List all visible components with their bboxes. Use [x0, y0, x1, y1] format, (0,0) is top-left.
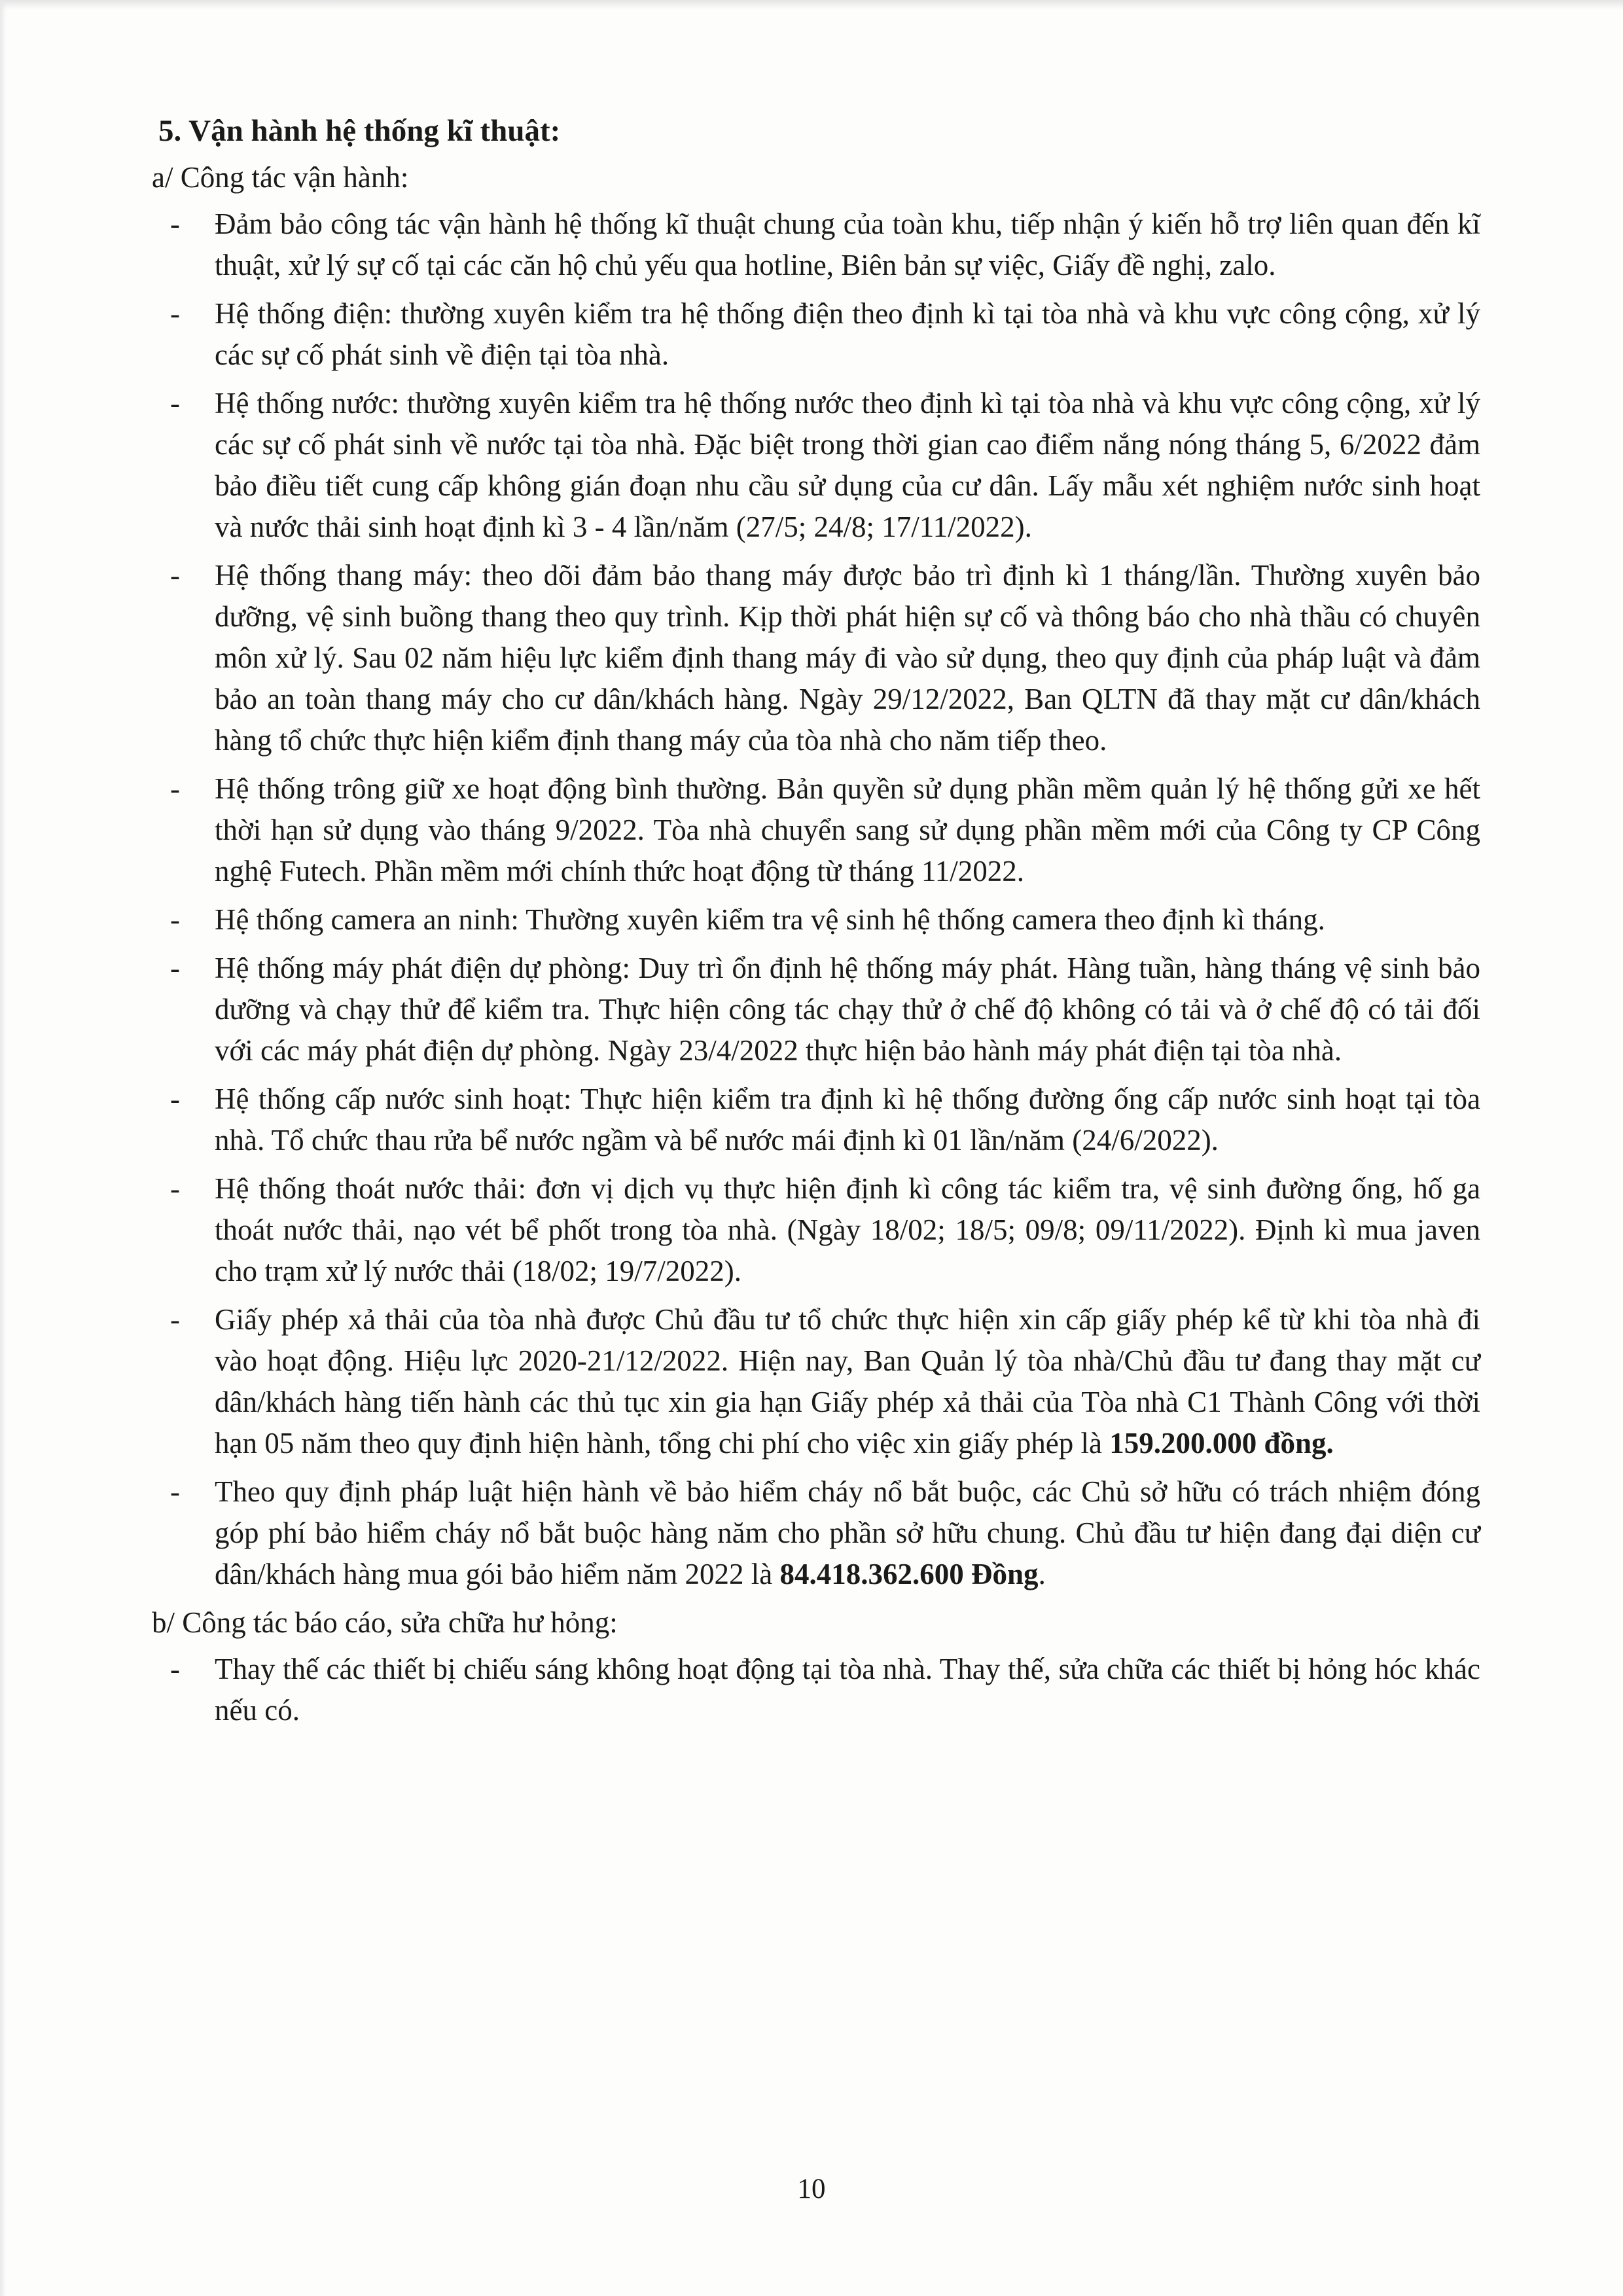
list-item-text: Hệ thống nước: thường xuyên kiểm tra hệ thống nước theo định kì tại tòa nhà và khu vực công cộng, xử lý các sự cố phát sinh về nước tại tòa nhà. Đặc biệt trong thời gian cao điểm nắng nóng tháng 5, 6/2022 đảm bảo điều tiết cung cấp không gián đoạn nhu cầu sử dụng của cư dân. Lấy mẫu xét nghiệm nước sinh hoạt và nước thải sinh hoạt định kì 3 - 4 lần/năm (27/5; 24/8; 17/11/2022).	[215, 387, 1480, 543]
permit-text: Giấy phép xả thải của tòa nhà được Chủ đầu tư tổ chức thực hiện xin cấp giấy phép kể từ khi tòa nhà đi vào hoạt động. Hiệu lực 2020-21/12/2022. Hiện nay, Ban Quản lý tòa nhà/Chủ đầu tư đang thay mặt cư dân/khách hàng tiến hành các thủ tục xin gia hạn Giấy phép xả thải của Tòa nhà C1 Thành Công với thời hạn 05 năm theo quy định hiện hành, tổng chi phí cho việc xin giấy phép là	[215, 1303, 1480, 1460]
list-item	[152, 899, 1480, 941]
list-item-text: Hệ thống thang máy: theo dõi đảm bảo thang máy được bảo trì định kì 1 tháng/lần. Thường xuyên bảo dưỡng, vệ sinh buồng thang theo quy trình. Kịp thời phát hiện sự cố và thông báo cho nhà thầu có chuyên môn xử lý. Sau 02 năm hiệu lực kiểm định thang máy đi vào sử dụng, theo quy định của pháp luật và đảm bảo an toàn thang máy cho cư dân/khách hàng. Ngày 29/12/2022, Ban QLTN đã thay mặt cư dân/khách hàng tổ chức thực hiện kiểm định thang máy của tòa nhà cho năm tiếp theo.	[215, 559, 1480, 757]
list-item-permit	[152, 1299, 1480, 1464]
list-dash: -	[170, 952, 180, 984]
list-dash: -	[170, 1172, 180, 1205]
list-item	[152, 383, 1480, 548]
scan-edge-left	[0, 0, 7, 2296]
list-item-text: Hệ thống thoát nước thải: đơn vị dịch vụ thực hiện định kì công tác kiểm tra, vệ sinh đường ống, hố ga thoát nước thải, nạo vét bể phốt trong tòa nhà. (Ngày 18/02; 18/5; 09/8; 09/11/2022). Định kì mua javen cho trạm xử lý nước thải (18/02; 19/7/2022).	[215, 1172, 1480, 1287]
list-item	[152, 293, 1480, 376]
list-dash: -	[170, 1475, 180, 1508]
document-body	[152, 110, 1480, 1738]
list-item	[152, 204, 1480, 286]
list-item-text: Hệ thống camera an ninh: Thường xuyên kiểm tra vệ sinh hệ thống camera theo định kì tháng.	[215, 903, 1325, 936]
insurance-tail: .	[1038, 1558, 1046, 1590]
list-item-text: Hệ thống máy phát điện dự phòng: Duy trì ổn định hệ thống máy phát. Hàng tuần, hàng tháng vệ sinh bảo dưỡng và chạy thử để kiểm tra. Thực hiện công tác chạy thử ở chế độ không có tải và ở chế độ có tải đối với các máy phát điện dự phòng. Ngày 23/4/2022 thực hiện bảo hành máy phát điện tại tòa nhà.	[215, 952, 1480, 1067]
list-item	[152, 768, 1480, 892]
list-dash: -	[170, 772, 180, 805]
scan-edge-top	[0, 0, 1623, 9]
list-dash: -	[170, 903, 180, 936]
list-dash: -	[170, 1653, 180, 1685]
part-a-heading: a/ Công tác vận hành:	[152, 161, 409, 194]
list-dash: -	[170, 207, 180, 240]
list-item-text: Thay thế các thiết bị chiếu sáng không hoạt động tại tòa nhà. Thay thế, sửa chữa các thiết bị hỏng hóc khác nếu có.	[215, 1653, 1480, 1727]
list-item	[152, 555, 1480, 761]
list-item	[152, 1649, 1480, 1731]
list-item-text: Đảm bảo công tác vận hành hệ thống kĩ thuật chung của toàn khu, tiếp nhận ý kiến hỗ trợ liên quan đến kĩ thuật, xử lý sự cố tại các căn hộ chủ yếu qua hotline, Biên bản sự việc, Giấy đề nghị, zalo.	[215, 207, 1480, 281]
list-dash: -	[170, 559, 180, 592]
section-title: 5. Vận hành hệ thống kĩ thuật:	[158, 114, 561, 148]
list-dash: -	[170, 297, 180, 330]
page-number: 10	[797, 2174, 826, 2204]
part-b-heading: b/ Công tác báo cáo, sửa chữa hư hỏng:	[152, 1606, 618, 1639]
permit-amount: 159.200.000 đồng.	[1109, 1427, 1334, 1460]
list-dash: -	[170, 387, 180, 420]
list-item-insurance	[152, 1471, 1480, 1595]
list-dash: -	[170, 1303, 180, 1336]
insurance-amount: 84.418.362.600 Đồng	[779, 1558, 1039, 1590]
list-item	[152, 948, 1480, 1071]
list-item	[152, 1079, 1480, 1161]
list-item	[152, 1168, 1480, 1292]
insurance-text: Theo quy định pháp luật hiện hành về bảo hiểm cháy nổ bắt buộc, các Chủ sở hữu có trách nhiệm đóng góp phí bảo hiểm cháy nổ bắt buộc hàng năm cho phần sở hữu chung. Chủ đầu tư hiện đang đại diện cư dân/khách hàng mua gói bảo hiểm năm 2022 là	[215, 1475, 1480, 1590]
list-item-text: Hệ thống cấp nước sinh hoạt: Thực hiện kiểm tra định kì hệ thống đường ống cấp nước sinh hoạt tại tòa nhà. Tổ chức thau rửa bể nước ngầm và bể nước mái định kì 01 lần/năm (24/6/2022).	[215, 1083, 1480, 1157]
list-dash: -	[170, 1083, 180, 1115]
list-item-text: Hệ thống trông giữ xe hoạt động bình thường. Bản quyền sử dụng phần mềm quản lý hệ thống gửi xe hết thời hạn sử dụng vào tháng 9/2022. Tòa nhà chuyển sang sử dụng phần mềm mới của Công ty CP Công nghệ Futech. Phần mềm mới chính thức hoạt động từ tháng 11/2022.	[215, 772, 1480, 888]
list-item-text: Hệ thống điện: thường xuyên kiểm tra hệ thống điện theo định kì tại tòa nhà và khu vực công cộng, xử lý các sự cố phát sinh về điện tại tòa nhà.	[215, 297, 1480, 371]
